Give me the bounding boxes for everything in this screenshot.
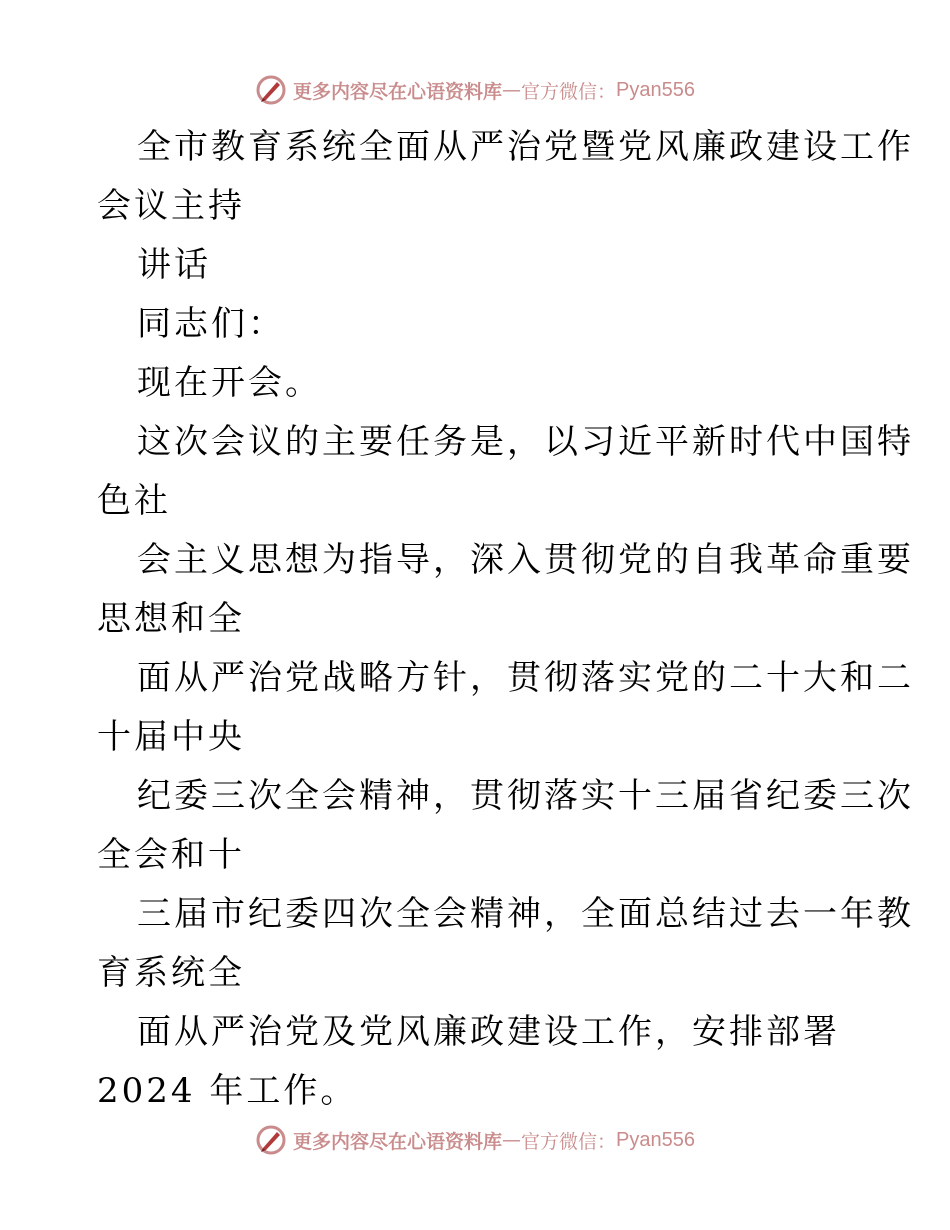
- text-line: 同志们：: [137, 304, 285, 344]
- footer-watermark: [0, 1120, 950, 1160]
- watermark-separator: —: [502, 1129, 522, 1151]
- text-line: 纪委三次全会精神，贯彻落实十三届省纪委三次: [137, 776, 914, 816]
- text-line: 思想和全: [97, 599, 245, 639]
- text-line: 2024 年工作。: [97, 1071, 358, 1111]
- text-line: 育系统全: [97, 953, 245, 993]
- text-line: 十届中央: [97, 717, 245, 757]
- text-line: 现在开会。: [137, 363, 322, 403]
- text-line: 这次会议的主要任务是，以习近平新时代中国特: [137, 422, 914, 462]
- pen-logo-icon: [255, 1124, 287, 1156]
- text-line: 面从严治党战略方针，贯彻落实党的二十大和二: [137, 658, 914, 698]
- watermark-wechat-id: Pyan556: [616, 78, 695, 101]
- document-body: [97, 118, 914, 1121]
- text-line: 讲话: [137, 245, 211, 285]
- watermark-site-text: 更多内容尽在心语资料库: [293, 1130, 503, 1153]
- watermark-wechat-label: 官方微信：: [521, 80, 617, 103]
- watermark-site-text: 更多内容尽在心语资料库: [293, 80, 503, 103]
- watermark-wechat-label: 官方微信：: [521, 1130, 617, 1153]
- text-line: 三届市纪委四次全会精神，全面总结过去一年教: [137, 894, 914, 934]
- text-line: 全会和十: [97, 835, 245, 875]
- text-line: 面从严治党及党风廉政建设工作，安排部署: [137, 1012, 840, 1052]
- watermark-separator: —: [502, 79, 522, 101]
- text-line: 全市教育系统全面从严治党暨党风廉政建设工作: [137, 127, 914, 167]
- text-line: 色社: [97, 481, 171, 521]
- header-watermark: [0, 70, 950, 110]
- pen-logo-icon: [255, 74, 287, 106]
- text-line: 会主义思想为指导，深入贯彻党的自我革命重要: [137, 540, 914, 580]
- watermark-wechat-id: Pyan556: [616, 1128, 695, 1151]
- text-line: 会议主持: [97, 186, 245, 226]
